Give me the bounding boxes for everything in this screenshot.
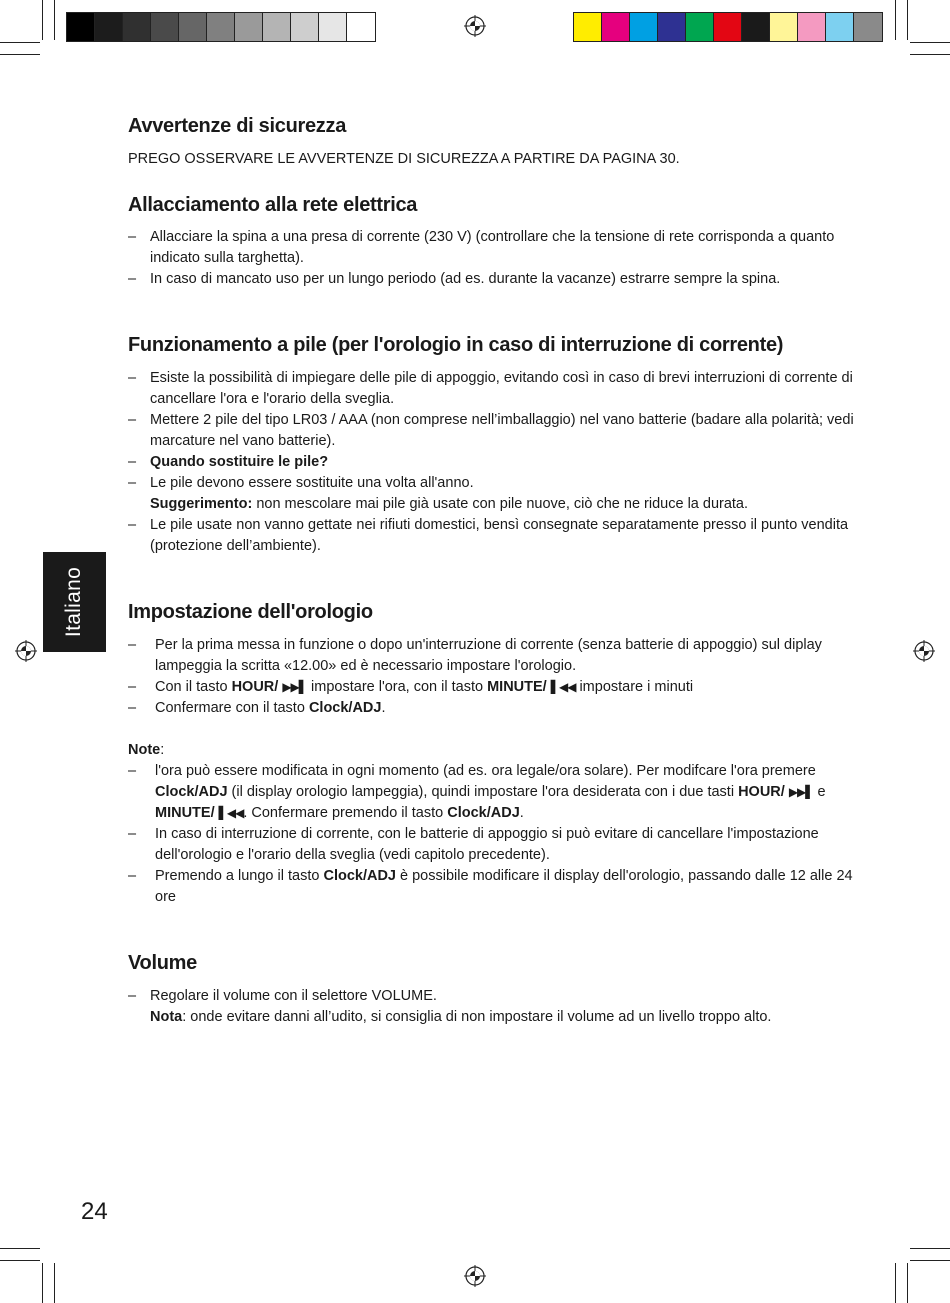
section-title: Allacciamento alla rete elettrica xyxy=(128,194,418,216)
gray-swatch xyxy=(263,13,291,41)
registration-mark-icon xyxy=(464,1265,486,1287)
text-run: impostare i minuti xyxy=(575,679,694,695)
prev-track-icon: ▌◀◀ xyxy=(550,680,576,694)
color-swatch xyxy=(742,13,770,41)
page-number: 24 xyxy=(81,1198,108,1225)
color-swatch xyxy=(854,13,882,41)
gray-swatch xyxy=(151,13,179,41)
safety-text: PREGO OSSERVARE LE AVVERTENZE DI SICUREZZA A PARTIRE DA PAGINA 30. xyxy=(128,151,680,167)
text-run: . xyxy=(519,805,524,821)
list-item: – Esiste la possibilità di impiegare delle pile di appoggio, evitando così in caso di brevi interruzioni di corrente di cancellare l'ora e l'orario della sveglia. xyxy=(128,368,858,410)
gray-swatch xyxy=(67,13,95,41)
hour-key xyxy=(738,784,813,800)
section-volume xyxy=(128,952,858,1028)
hour-key-label: HOUR/ xyxy=(738,784,789,800)
power-list xyxy=(128,227,858,290)
prev-track-icon: ▌◀◀ xyxy=(218,806,244,820)
color-swatch xyxy=(770,13,798,41)
battery-replace-text: Le pile devono essere sostituite una volta all'anno. xyxy=(150,475,474,491)
color-swatch xyxy=(574,13,602,41)
clock-list xyxy=(128,635,858,719)
gray-swatch xyxy=(95,13,123,41)
volume-list xyxy=(128,986,858,1028)
clock-adj-key: Clock/ADJ xyxy=(155,784,228,800)
list-item: – Mettere 2 pile del tipo LR03 / AAA (non comprese nell’imballaggio) nel vano batterie (badare alla polarità; vedi marcature nel vano batterie). xyxy=(128,410,858,452)
page-content xyxy=(128,115,858,1028)
text-run: e xyxy=(813,784,826,800)
color-swatch xyxy=(630,13,658,41)
color-swatch xyxy=(826,13,854,41)
text-run: Regolare il volume con il selettore VOLUME. xyxy=(150,988,437,1004)
tip-text: non mescolare mai pile già usate con pile nuove, ciò che ne riduce la durata. xyxy=(252,496,749,512)
section-title: Avvertenze di sicurezza xyxy=(128,115,347,137)
list-item xyxy=(128,473,858,515)
note-label: Note xyxy=(128,742,161,758)
language-tab xyxy=(43,552,106,652)
gray-swatch xyxy=(347,13,375,41)
color-swatch xyxy=(686,13,714,41)
clock-adj-key: Clock/ADJ xyxy=(447,805,520,821)
clock-adj-key: Clock/ADJ xyxy=(308,700,382,716)
list-item: – In caso di mancato uso per un lungo periodo (ad es. durante la vacanze) estrarre sempre la spina. xyxy=(128,269,858,290)
color-swatch xyxy=(798,13,826,41)
text-run: è possibile modificare il display dell'orologio, passando dalle 12 alle 24 ore xyxy=(155,868,853,905)
section-battery xyxy=(128,334,858,557)
list-item: – Allacciare la spina a una presa di corrente (230 V) (controllare che la tensione di rete corrisponda a quanto indicato sulla targhetta). xyxy=(128,227,858,269)
minute-key xyxy=(155,805,243,821)
next-track-icon: ▶▶▌ xyxy=(788,785,814,799)
registration-mark-icon xyxy=(464,15,486,37)
list-item xyxy=(128,761,858,824)
list-item xyxy=(128,866,858,908)
text-run: Confermare con il tasto xyxy=(155,700,309,716)
text-run: l'ora può essere modificata in ogni momento (ad es. ora legale/ora solare). Per modifcare l'ora premere xyxy=(155,763,816,779)
color-swatch xyxy=(658,13,686,41)
text-run: (il display orologio lampeggia), quindi impostare l'ora desiderata con i due tasti xyxy=(227,784,739,800)
gray-swatch xyxy=(123,13,151,41)
hour-key xyxy=(232,679,307,695)
section-title: Impostazione dell'orologio xyxy=(128,601,373,623)
note-list xyxy=(128,761,858,908)
list-item: – In caso di interruzione di corrente, con le batterie di appoggio si può evitare di cancellare l'impostazione dell'orologio e l'orario della sveglia (vedi capitolo precedente). xyxy=(128,824,858,866)
section-title: Funzionamento a pile (per l'orologio in caso di interruzione di corrente) xyxy=(128,334,784,356)
minute-key xyxy=(487,679,575,695)
minute-key-label: MINUTE/ xyxy=(155,805,219,821)
section-title: Volume xyxy=(128,952,197,974)
list-item: – Per la prima messa in funzione o dopo un'interruzione di corrente (senza batterie di appoggio) sul diplay lampeggia la scritta «12.00» ed è necessario impostare l'orologio. xyxy=(128,635,858,677)
bold-question: Quando sostituire le pile? xyxy=(150,454,329,470)
section-safety xyxy=(128,115,858,170)
list-item xyxy=(128,986,858,1028)
note-heading xyxy=(128,740,858,761)
text-run: . Confermare premendo il tasto xyxy=(243,805,448,821)
hour-key-label: HOUR/ xyxy=(231,679,283,695)
grayscale-calibration-bar xyxy=(66,12,376,42)
text-run: Premendo a lungo il tasto xyxy=(155,868,324,884)
color-swatch xyxy=(714,13,742,41)
text-run: impostare l'ora, con il tasto xyxy=(307,679,488,695)
battery-list xyxy=(128,368,858,557)
language-tab-label: Italiano xyxy=(62,566,86,638)
color-swatch xyxy=(602,13,630,41)
section-clock xyxy=(128,601,858,908)
text-run: : onde evitare danni all’udito, si consiglia di non impostare il volume ad un livello troppo alto. xyxy=(182,1009,772,1025)
note-label: Nota xyxy=(150,1009,183,1025)
minute-key-label: MINUTE/ xyxy=(487,679,551,695)
gray-swatch xyxy=(207,13,235,41)
list-item xyxy=(128,452,858,473)
next-track-icon: ▶▶▌ xyxy=(282,680,308,694)
text-run: Con il tasto xyxy=(155,679,232,695)
registration-mark-icon xyxy=(913,640,935,662)
note-colon: : xyxy=(160,742,165,758)
gray-swatch xyxy=(235,13,263,41)
text-run: . xyxy=(381,700,386,716)
tip-label: Suggerimento: xyxy=(150,496,253,512)
registration-mark-icon xyxy=(15,640,37,662)
gray-swatch xyxy=(291,13,319,41)
list-item xyxy=(128,677,858,698)
section-power xyxy=(128,194,858,290)
gray-swatch xyxy=(179,13,207,41)
clock-adj-key: Clock/ADJ xyxy=(323,868,396,884)
list-item: – Le pile usate non vanno gettate nei rifiuti domestici, bensì consegnate separatamente presso il punto vendita (protezione dell’ambiente). xyxy=(128,515,858,557)
list-item xyxy=(128,698,858,719)
gray-swatch xyxy=(319,13,347,41)
color-calibration-bar xyxy=(573,12,883,42)
